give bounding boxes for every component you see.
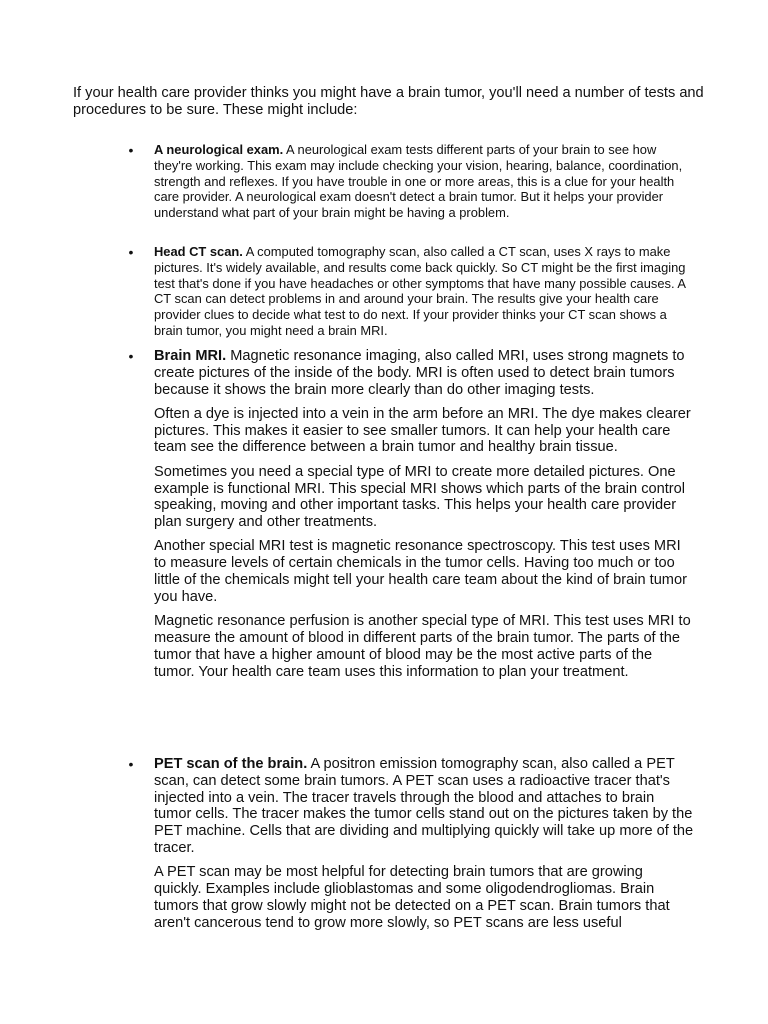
list-item-content <box>154 244 694 339</box>
item-text: A computed tomography scan, also called a CT scan, uses X rays to make pictures. It's widely available, and results come back quickly. So CT might be the first imaging test that's done if you have headaches or other symptoms that have many possible causes. A CT scan can detect problems in and around your brain. The results give your health care provider clues to decide what test to do next. If your provider thinks your CT scan shows a brain tumor, you might need a brain MRI. <box>154 244 686 338</box>
item-paragraph: Another special MRI test is magnetic resonance spectroscopy. This test uses MRI to measure levels of certain chemicals in the tumor cells. Having too much or too little of the chemicals might tell your health care team about the kind of brain tumor you have. <box>154 538 687 605</box>
item-paragraph: Magnetic resonance perfusion is another special type of MRI. This test uses MRI to measure the amount of blood in different parts of the brain tumor. The parts of the tumor that have a higher amount of blood may be the most active parts of the tumor. Your health care team uses this information to plan your treatment. <box>154 613 691 680</box>
list-item-content <box>154 348 694 688</box>
item-text: Magnetic resonance imaging, also called MRI, uses strong magnets to create pictures of the inside of the body. MRI is often used to detect brain tumors because it shows the brain more clearly than do other imaging tests. <box>154 348 685 398</box>
item-term: A neurological exam. <box>154 142 284 157</box>
item-term: PET scan of the brain. <box>154 756 308 772</box>
bullet-icon: • <box>128 142 134 158</box>
list-item-content <box>154 142 694 221</box>
item-paragraph: Often a dye is injected into a vein in the arm before an MRI. The dye makes clearer pictures. This makes it easier to see smaller tumors. It can help your health care team see the difference between a brain tumor and healthy brain tissue. <box>154 405 691 456</box>
intro-paragraph: If your health care provider thinks you might have a brain tumor, you'll need a number of tests and procedures to be sure. These might include: <box>73 85 704 118</box>
bullet-icon: • <box>128 756 134 772</box>
item-paragraph: A PET scan may be most helpful for detecting brain tumors that are growing quickly. Examples include glioblastomas and some oligodendrogliomas. Brain tumors that grow slowly might not be detected on a PET scan. Brain tumors that aren't cancerous tend to grow more slowly, so PET scans are less useful <box>154 864 670 931</box>
item-paragraph <box>154 244 694 339</box>
item-term: Brain MRI. <box>154 348 227 364</box>
item-paragraph <box>154 142 694 221</box>
item-paragraph <box>154 348 694 398</box>
item-term: Head CT scan. <box>154 244 243 259</box>
item-paragraph <box>154 756 694 857</box>
bullet-icon: • <box>128 348 134 364</box>
list-item-content <box>154 756 694 939</box>
bullet-icon: • <box>128 244 134 260</box>
item-text: A positron emission tomography scan, also called a PET scan, can detect some brain tumors. A PET scan uses a radioactive tracer that's injected into a vein. The tracer travels through the blood and attaches to brain tumor cells. The tracer makes the tumor cells stand out on the pictures taken by the PET machine. Cells that are dividing and multiplying quickly will take up more of the tracer. <box>154 756 694 856</box>
item-paragraph: Sometimes you need a special type of MRI to create more detailed pictures. One example is functional MRI. This special MRI shows which parts of the brain control speaking, moving and other important tasks. This helps your health care provider plan surgery and other treatments. <box>154 463 686 531</box>
item-text: A neurological exam tests different parts of your brain to see how they're working. This exam may include checking your vision, hearing, balance, coordination, strength and reflexes. If you have trouble in one or more areas, this is a clue for your health care provider. A neurological exam doesn't detect a brain tumor. But it helps your provider understand what part of your brain might be having a problem. <box>154 142 683 221</box>
